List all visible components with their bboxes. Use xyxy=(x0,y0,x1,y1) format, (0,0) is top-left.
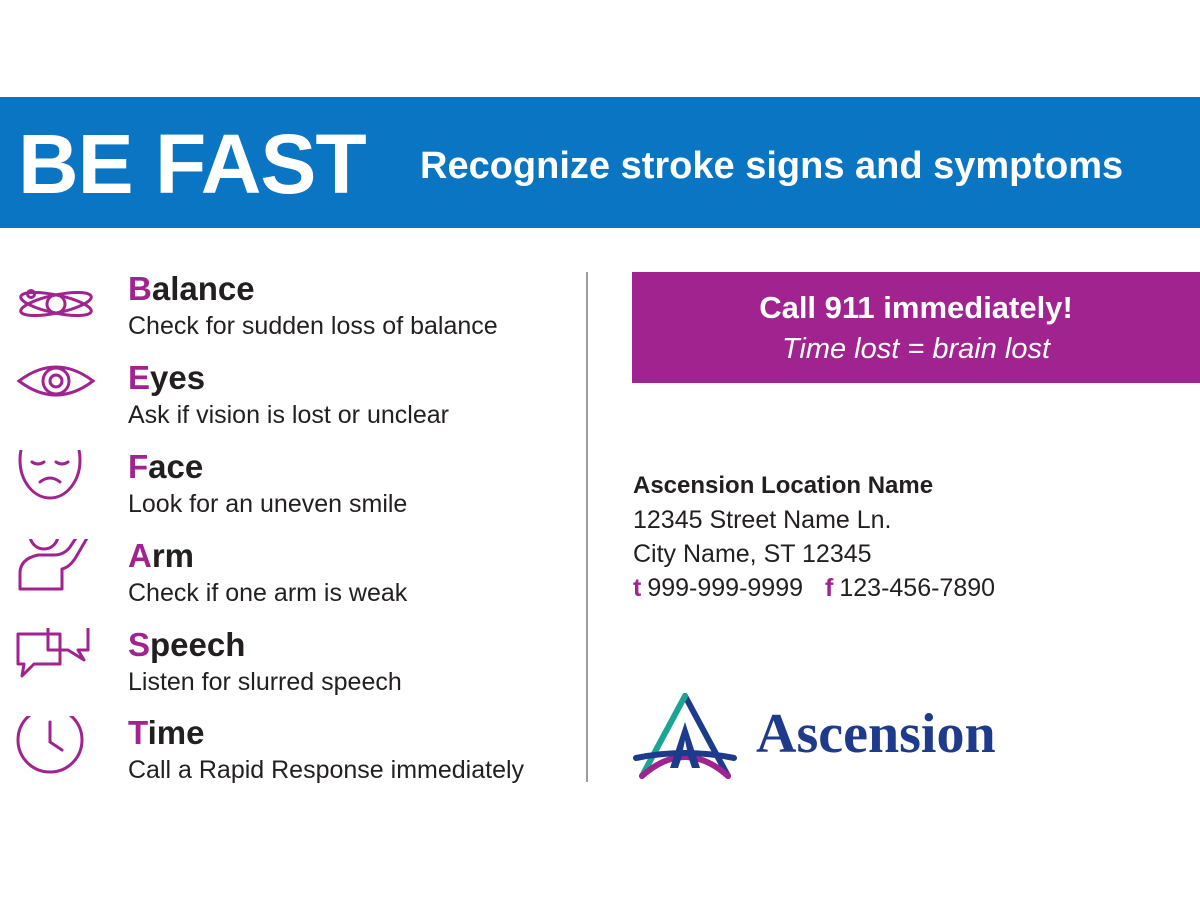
item-description: Ask if vision is lost or unclear xyxy=(128,401,449,429)
item-title: Speech xyxy=(128,626,246,663)
list-item-balance xyxy=(0,272,580,357)
item-title: Time xyxy=(128,714,205,751)
arm-icon xyxy=(14,539,98,619)
fax-label: f xyxy=(825,574,834,602)
list-item-eyes xyxy=(0,361,580,446)
call-911-heading: Call 911 immediately! xyxy=(759,290,1073,325)
item-description: Check for sudden loss of balance xyxy=(128,312,498,340)
item-title: Eyes xyxy=(128,359,206,396)
list-item-time xyxy=(0,716,580,801)
phone-label: t xyxy=(633,574,642,602)
banner-subtitle: Recognize stroke signs and symptoms xyxy=(420,145,1124,187)
item-description: Check if one arm is weak xyxy=(128,579,408,607)
speech-icon xyxy=(14,628,98,708)
item-title: Arm xyxy=(128,537,195,574)
eye-icon xyxy=(14,361,98,441)
location-street: 12345 Street Name Ln. xyxy=(633,506,892,534)
list-item-speech xyxy=(0,628,580,713)
location-city: City Name, ST 12345 xyxy=(633,540,872,568)
item-description: Call a Rapid Response immediately xyxy=(128,756,525,784)
face-icon xyxy=(14,450,98,530)
phone-number: 999-999-9999 xyxy=(647,574,804,602)
ascension-logo-icon xyxy=(630,688,740,784)
call-911-box xyxy=(632,272,1200,383)
item-description: Listen for slurred speech xyxy=(128,668,402,696)
fax-number: 123-456-7890 xyxy=(839,574,996,602)
balance-icon xyxy=(14,272,98,352)
list-item-arm xyxy=(0,539,580,624)
item-title: Face xyxy=(128,448,204,485)
location-address xyxy=(633,474,995,601)
list-item-face xyxy=(0,450,580,535)
vertical-divider xyxy=(586,272,588,782)
location-name: Ascension Location Name xyxy=(633,472,934,499)
location-contact xyxy=(633,576,995,601)
item-description: Look for an uneven smile xyxy=(128,490,408,518)
call-911-tagline: Time lost = brain lost xyxy=(781,333,1051,365)
ascension-wordmark: Ascension xyxy=(756,703,996,765)
banner-title: BE FAST xyxy=(18,117,366,211)
clock-icon xyxy=(14,716,98,796)
item-title: Balance xyxy=(128,270,255,307)
